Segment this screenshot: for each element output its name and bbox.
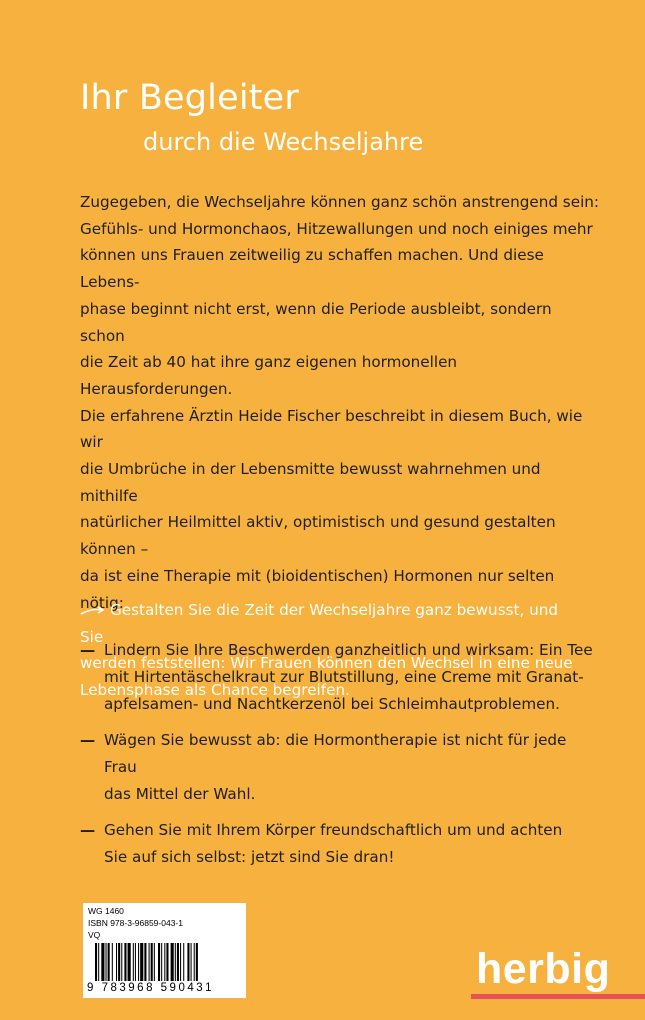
intro-paragraph: [80, 189, 600, 616]
bullet-item: — Wägen Sie bewusst ab: die Hormontherapie ist nicht für jede Frau das Mittel der Wahl.: [80, 727, 600, 807]
logo-underline: [471, 994, 645, 999]
dash-icon: —: [80, 641, 96, 660]
dash-icon: —: [80, 731, 96, 750]
bullet-item: — Gehen Sie mit Ihrem Körper freundschaftlich um und achten Sie auf sich selbst: jetzt sind Sie dran!: [80, 817, 600, 870]
intro-line: können uns Frauen zeitweilig zu schaffen machen. Und diese Lebens-: [80, 246, 544, 292]
intro-line: Zugegeben, die Wechseljahre können ganz schön anstrengend sein:: [80, 193, 600, 211]
intro-line: natürlicher Heilmittel aktiv, optimistisch und gesund gestalten können –: [80, 513, 556, 559]
intro-line: Gefühls- und Hormonchaos, Hitzewallungen und noch einiges mehr: [80, 219, 593, 238]
title-line-2: durch die Wechseljahre: [143, 128, 424, 156]
intro-line: die Umbrüche in der Lebensmitte bewusst wahrnehmen und mithilfe: [80, 460, 541, 505]
arrow-icon: [80, 605, 106, 617]
barcode-icon: [87, 943, 242, 983]
intro-line: da ist eine Therapie mit (bioidentischen) Hormonen nur selten nötig:: [80, 566, 555, 612]
product-code: WG 1460: [88, 906, 124, 916]
closing-line: werden feststellen: Wir Frauen können den Wechsel in eine neue: [80, 654, 573, 673]
closing-paragraph: [80, 597, 580, 704]
barcode-tag: VQ: [88, 930, 101, 940]
isbn-text: ISBN 978-3-96859-043-1: [88, 918, 183, 928]
dash-icon: —: [80, 821, 96, 840]
bullet-item: — Lindern Sie Ihre Beschwerden ganzheitlich und wirksam: Ein Tee mit Hirtentäschelkraut zur Blutstillung, eine Creme mit Granat- apfelsamen- und Nachtkerzenöl bei Schleimhautproblemen.: [80, 637, 600, 717]
intro-line: die Zeit ab 40 hat ihre ganz eigenen hormonellen Herausforderungen.: [80, 353, 458, 398]
blurb: [80, 189, 600, 881]
intro-line: Die erfahrene Ärztin Heide Fischer beschreibt in diesem Buch, wie wir: [80, 406, 583, 452]
intro-line: phase beginnt nicht erst, wenn die Periode ausbleibt, sondern schon: [80, 299, 552, 345]
barcode-digits: 9 783968 590431: [87, 982, 215, 994]
closing-line: Gestalten Sie die Zeit der Wechseljahre ganz bewusst, und Sie: [80, 601, 559, 646]
barcode-label: [83, 903, 246, 998]
publisher-logo: herbig: [476, 945, 611, 993]
title-line-1: Ihr Begleiter: [80, 78, 300, 118]
closing-line: Lebensphase als Chance begreifen.: [80, 681, 350, 700]
